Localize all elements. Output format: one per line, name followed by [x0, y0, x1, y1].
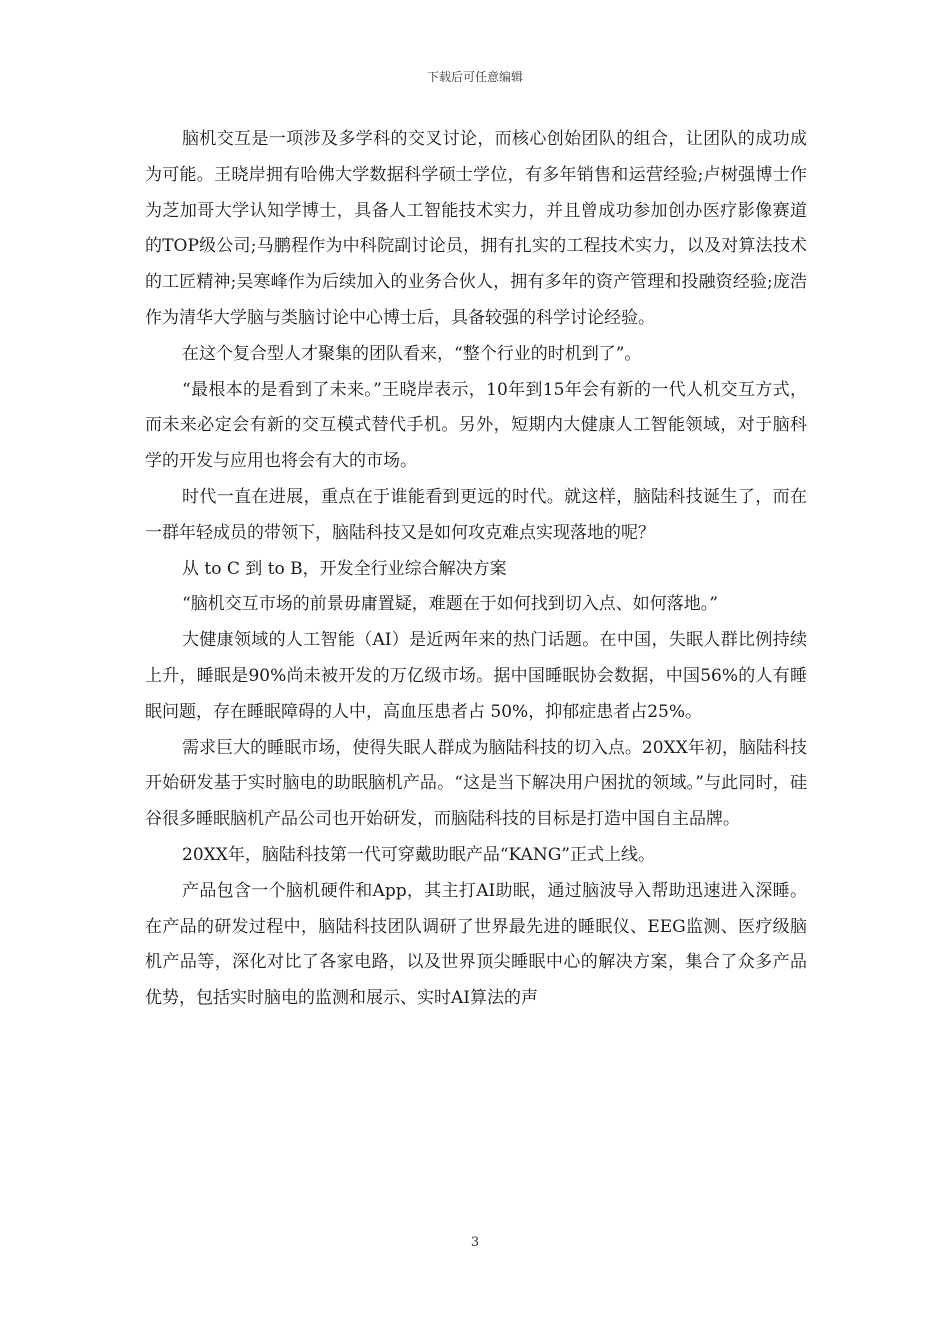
section-heading: 从 to C 到 to B，开发全行业综合解决方案 — [182, 558, 507, 579]
paragraph-future: “最根本的是看到了未来。”王晓岸表示，10年到15年会有新的一代人机交互方式，而未来必定会有新的交互模式替代手机。另外，短期内大健康人工智能领域，对于脑科学的开发与应用也将会有大的市场。 — [145, 379, 807, 472]
page-header: 下载后可任意编辑 — [426, 70, 523, 84]
paragraph-sleep-market: 大健康领域的人工智能（AI）是近两年来的热门话题。在中国，失眠人群比例持续上升，睡眠是90%尚未被开发的万亿级市场。据中国睡眠协会数据，中国56%的人有睡眠问题，存在睡眠障碍的人中，高血压患者占 50%，抑郁症患者占25%。 — [145, 630, 807, 722]
paragraph-team: 脑机交互是一项涉及多学科的交叉讨论，而核心创始团队的组合，让团队的成功成为可能。王晓岸拥有哈佛大学数据科学硕士学位，有多年销售和运营经验;卢树强博士作为芝加哥大学认知学博士，具备人工智能技术实力，并且曾成功参加创办医疗影像赛道的TOP级公司;马鹏程作为中科院副讨论员，拥有扎实的工程技术实力，以及对算法技术的工匠精神;吴寒峰作为后续加入的业务合伙人，拥有多年的资产管理和投融资经验;庞浩作为清华大学脑与类脑讨论中心博士后，具备较强的科学讨论经验。 — [145, 129, 807, 328]
paragraph-era: 时代一直在进展，重点在于谁能看到更远的时代。就这样，脑陆科技诞生了，而在一群年轻成员的带领下，脑陆科技又是如何攻克难点实现落地的呢？ — [145, 486, 807, 543]
paragraph-product: 产品包含一个脑机硬件和App，其主打AI助眠，通过脑波导入帮助迅速进入深睡。在产品的研发过程中，脑陆科技团队调研了世界最先进的睡眠仪、EEG监测、医疗级脑机产品等，深化对比了各家电路，以及世界顶尖睡眠中心的解决方案，集合了众多产品优势，包括实时脑电的监测和展示、实时AI算法的声 — [145, 880, 807, 1009]
paragraph-entry-point: 需求巨大的睡眠市场，使得失眠人群成为脑陆科技的切入点。20XX年初，脑陆科技开始研发基于实时脑电的助眠脑机产品。“这是当下解决用户困扰的领域。”与此同时，硅谷很多睡眠脑机产品公司也开始研发，而脑陆科技的目标是打造中国自主品牌。 — [145, 737, 807, 830]
paragraph-launch: 20XX年，脑陆科技第一代可穿戴助眠产品“KANG”正式上线。 — [182, 844, 655, 865]
paragraph-quote: “脑机交互市场的前景毋庸置疑，难题在于如何找到切入点、如何落地。” — [182, 594, 718, 615]
page-number: 3 — [470, 1235, 480, 1250]
paragraph-timing: 在这个复合型人才聚集的团队看来，“整个行业的时机到了”。 — [182, 343, 642, 364]
document-body — [145, 122, 807, 1017]
